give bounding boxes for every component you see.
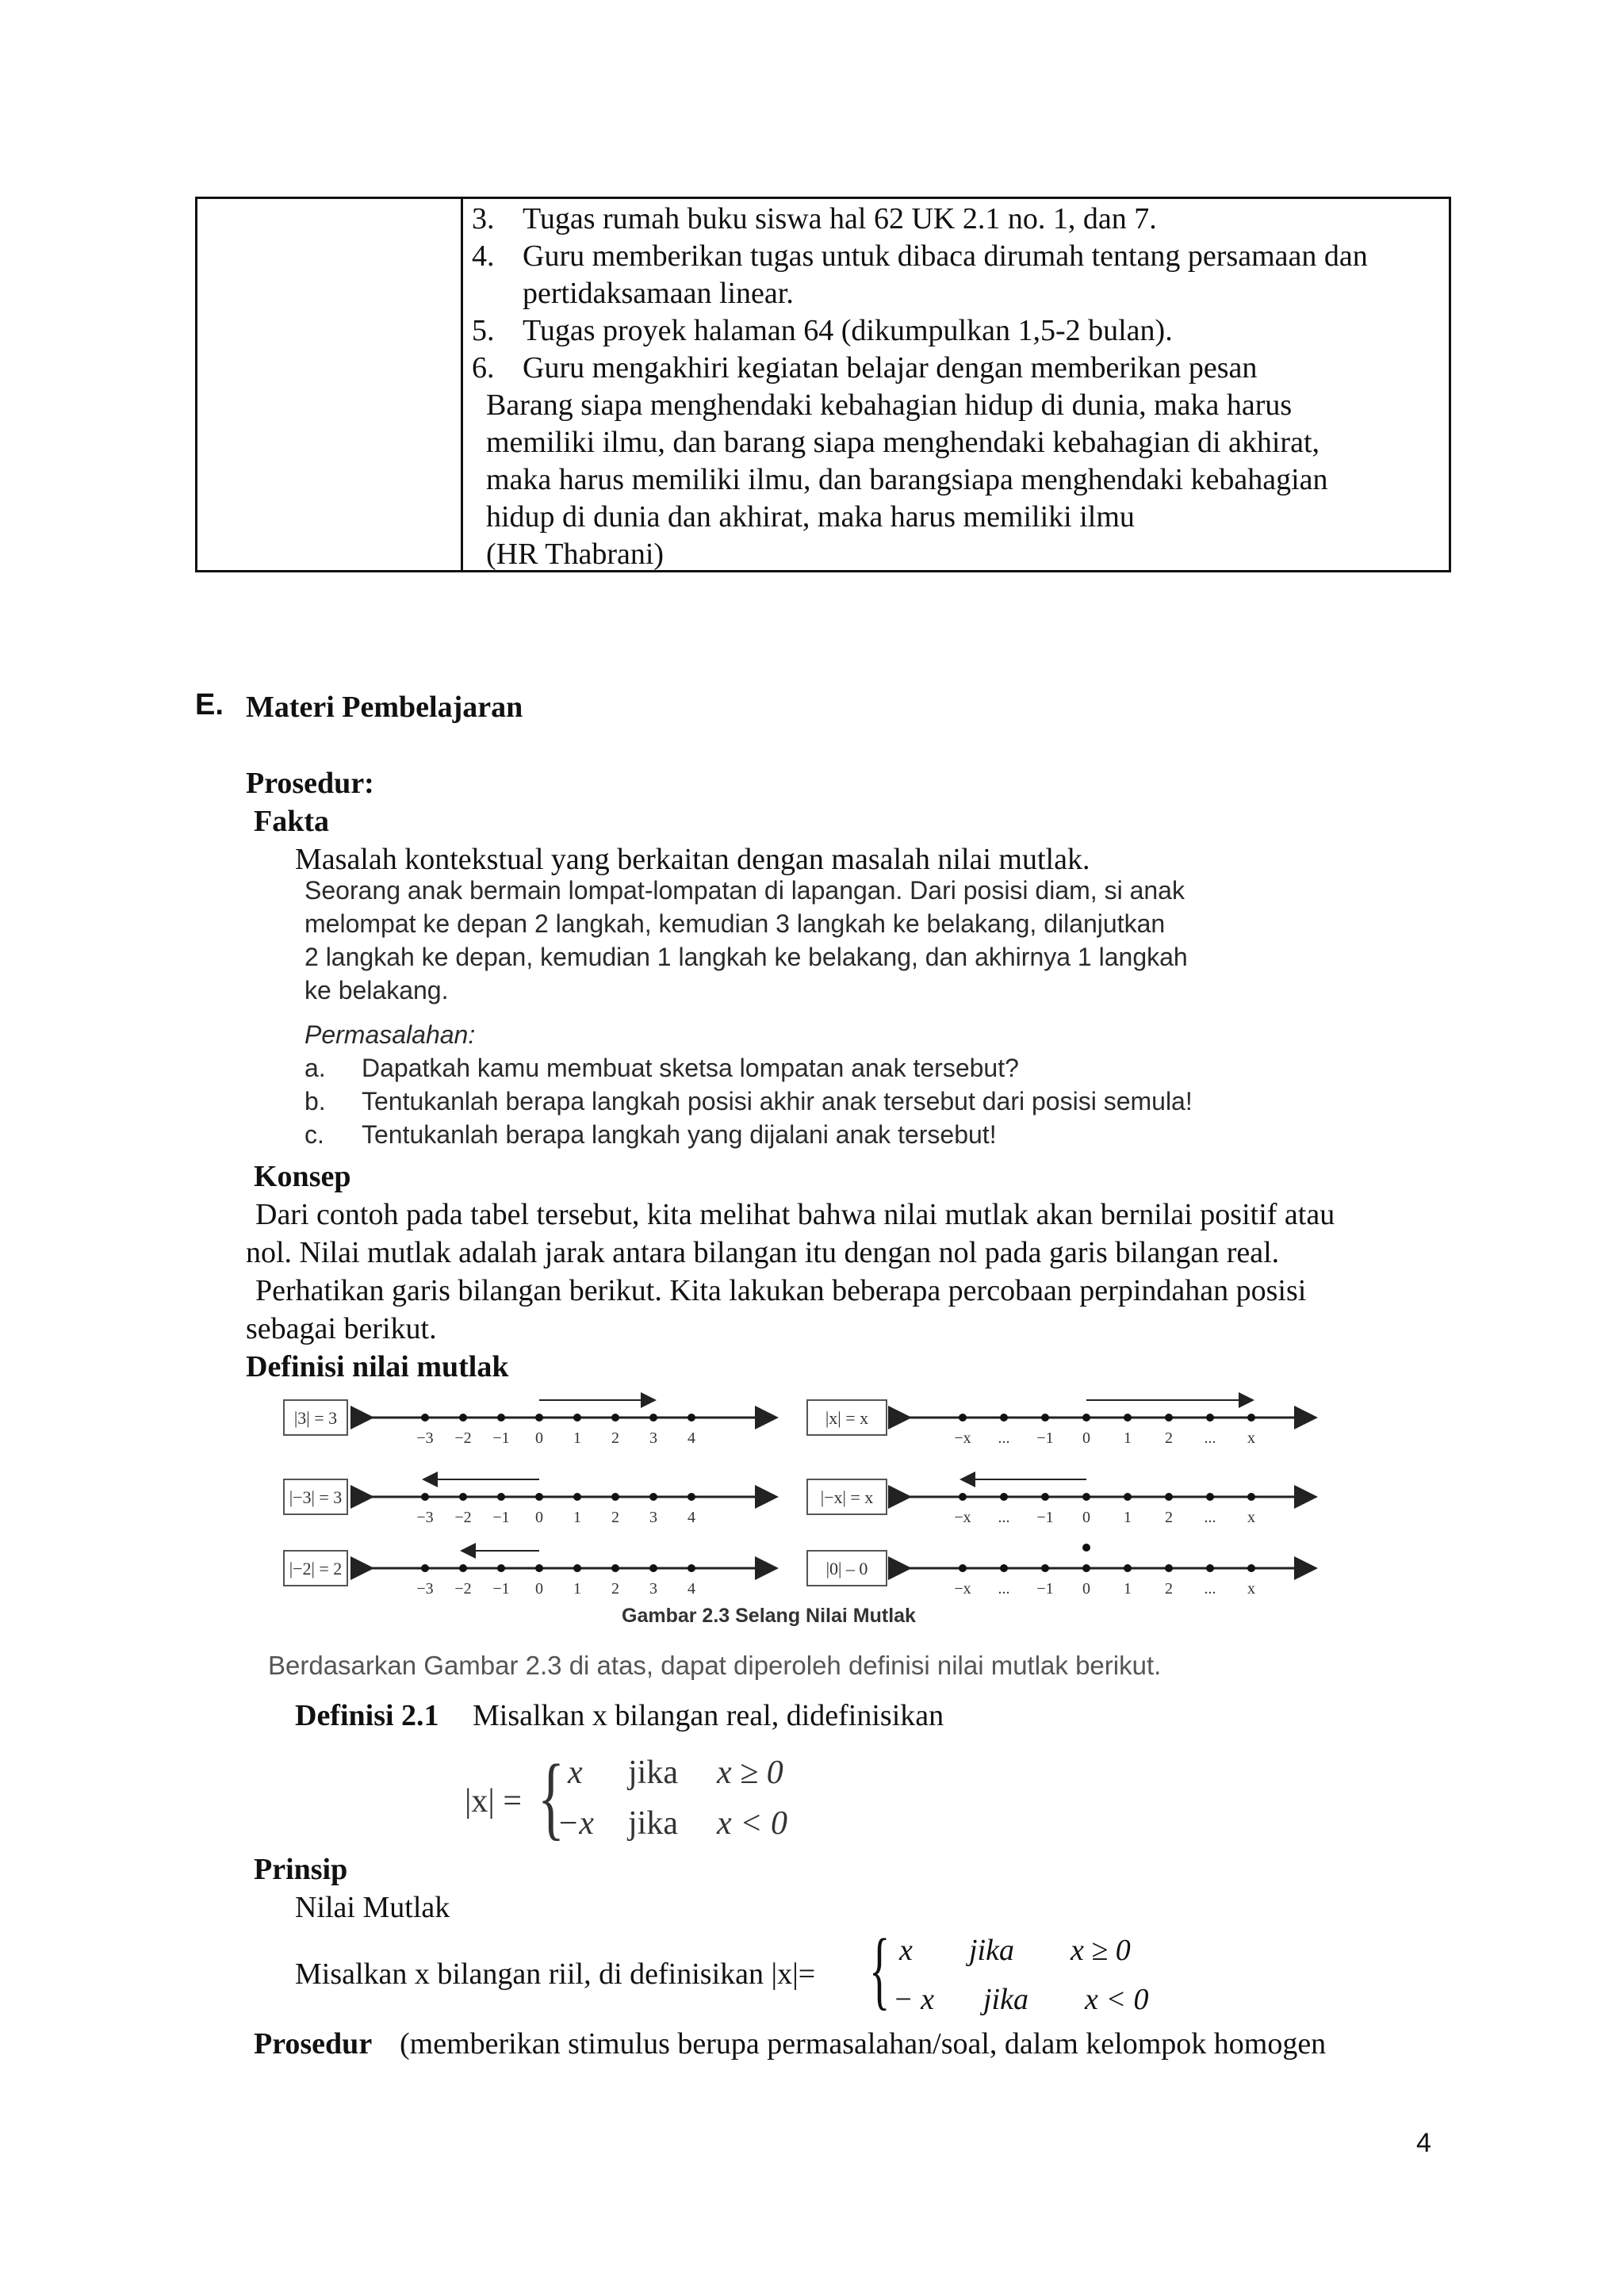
page-number: 4 [1416, 2128, 1431, 2158]
tick-point [421, 1414, 429, 1422]
berdasarkan-text: Berdasarkan Gambar 2.3 di atas, dapat diperoleh definisi nilai mutlak berikut. [268, 1651, 1162, 1680]
tick-point [688, 1493, 695, 1501]
tick-point [497, 1414, 505, 1422]
question-item: a. Dapatkah kamu membuat sketsa lompatan anak tersebut? [304, 1054, 1019, 1082]
case1-word: jika [628, 1755, 678, 1791]
tick-label: 2 [1165, 1580, 1173, 1598]
tick-label: −1 [492, 1580, 510, 1598]
tick-point [421, 1564, 429, 1572]
definisi21-formula [465, 1745, 798, 1854]
table-item: pertidaksamaan linear. [523, 277, 794, 310]
case2-expr: − x [893, 1983, 935, 2016]
tick-label: −3 [416, 1429, 434, 1447]
tick-point [421, 1493, 429, 1501]
permasalahan-label: Permasalahan: [304, 1020, 476, 1049]
fakta-label: Fakta [254, 805, 329, 838]
tick-label: 0 [535, 1429, 543, 1447]
tick-point [1206, 1493, 1214, 1501]
tick-point [611, 1493, 619, 1501]
tick-point [959, 1493, 967, 1501]
tick-label: −3 [416, 1580, 434, 1598]
konsep-line: Dari contoh pada tabel tersebut, kita melihat bahwa nilai mutlak akan bernilai positif atau [255, 1198, 1335, 1231]
tick-point [535, 1564, 543, 1572]
table-activity-cell [472, 201, 1446, 573]
tick-point [459, 1564, 467, 1572]
tick-label: −3 [416, 1509, 434, 1526]
tick-label: 1 [573, 1580, 581, 1598]
case2-expr: −x [557, 1805, 594, 1842]
value-box-label: |−3| = 3 [289, 1487, 343, 1507]
problem-excerpt [304, 874, 1335, 1151]
table-item: 5. Tugas proyek halaman 64 (dikumpulkan 1,5-2 bulan). [472, 314, 1173, 347]
tick-label: 2 [1165, 1509, 1173, 1526]
case2-word: jika [983, 1983, 1028, 2016]
tick-label: −2 [454, 1580, 472, 1598]
tick-label: −x [954, 1509, 971, 1526]
quote-line: hidup di dunia dan akhirat, maka harus memiliki ilmu [486, 500, 1135, 534]
tick-label: ... [1204, 1509, 1216, 1526]
tick-point [1247, 1414, 1255, 1422]
tick-label: 0 [1082, 1509, 1090, 1526]
tick-point [573, 1564, 581, 1572]
case1-cond: x ≥ 0 [1071, 1934, 1131, 1967]
tick-label: ... [998, 1580, 1010, 1598]
tick-point [649, 1414, 657, 1422]
tick-point [459, 1493, 467, 1501]
tick-label: 3 [649, 1509, 657, 1526]
prinsip-label: Prinsip [254, 1853, 348, 1886]
tick-label: 0 [1082, 1580, 1090, 1598]
tick-label: 2 [611, 1429, 619, 1447]
tick-label: 1 [573, 1429, 581, 1447]
tick-point [1124, 1493, 1132, 1501]
tick-point [611, 1564, 619, 1572]
konsep-line: Perhatikan garis bilangan berikut. Kita lakukan beberapa percobaan perpindahan posisi [255, 1274, 1307, 1307]
tick-point [459, 1414, 467, 1422]
number-line-figure [266, 1386, 1345, 1640]
konsep-line: sebagai berikut. [246, 1312, 437, 1345]
tick-point [1000, 1564, 1008, 1572]
value-box-label: |3| = 3 [293, 1408, 338, 1428]
tick-label: 1 [1124, 1580, 1132, 1598]
tick-label: 0 [535, 1580, 543, 1598]
tick-label: 2 [1165, 1429, 1173, 1447]
table-item: 6. Guru mengakhiri kegiatan belajar dengan memberikan pesan [472, 351, 1258, 385]
tick-point [1165, 1564, 1173, 1572]
tick-point [1124, 1414, 1132, 1422]
prosedur-last-label: Prosedur [254, 2027, 373, 2061]
tick-point [688, 1414, 695, 1422]
tick-point [1206, 1414, 1214, 1422]
tick-point [1206, 1564, 1214, 1572]
tick-point [1124, 1564, 1132, 1572]
tick-point [573, 1414, 581, 1422]
tick-label: 4 [688, 1580, 695, 1598]
case1-word: jika [969, 1934, 1014, 1967]
tick-label: 2 [611, 1580, 619, 1598]
tick-point [1082, 1564, 1090, 1572]
value-box-label: |−x| = x [820, 1487, 874, 1507]
value-box-label: |x| = x [825, 1408, 869, 1428]
prinsip-formula [869, 1921, 1186, 2028]
problem-line: Seorang anak bermain lompat-lompatan di lapangan. Dari posisi diam, si anak [304, 876, 1185, 905]
tick-point [1000, 1493, 1008, 1501]
tick-label: 1 [1124, 1429, 1132, 1447]
tick-point [1165, 1493, 1173, 1501]
right-number-lines [807, 1400, 1313, 1598]
table-column-divider [461, 199, 463, 570]
tick-label: ... [998, 1429, 1010, 1447]
case2-cond: x < 0 [717, 1805, 787, 1842]
tick-label: 4 [688, 1509, 695, 1526]
case1-expr: x [568, 1755, 583, 1791]
tick-point [1041, 1493, 1049, 1501]
tick-point [611, 1414, 619, 1422]
tick-point [1247, 1564, 1255, 1572]
tick-point [497, 1493, 505, 1501]
tick-label: 3 [649, 1580, 657, 1598]
quote-line: memiliki ilmu, dan barang siapa menghendaki kebahagian di akhirat, [486, 426, 1320, 459]
fakta-text: Masalah kontekstual yang berkaitan dengan masalah nilai mutlak. [295, 843, 1090, 876]
tick-point [535, 1414, 543, 1422]
question-item: b. Tentukanlah berapa langkah posisi akhir anak tersebut dari posisi semula! [304, 1087, 1193, 1115]
section-letter: E. [195, 688, 224, 721]
question-item: c. Tentukanlah berapa langkah yang dijalani anak tersebut! [304, 1120, 997, 1149]
tick-point [535, 1493, 543, 1501]
problem-line: ke belakang. [304, 976, 449, 1004]
prosedur-last-text: (memberikan stimulus berupa permasalahan/soal, dalam kelompok homogen [400, 2027, 1327, 2061]
tick-point [1082, 1414, 1090, 1422]
tick-point [649, 1493, 657, 1501]
tick-point [688, 1564, 695, 1572]
tick-label: ... [1204, 1580, 1216, 1598]
tick-label: −x [954, 1580, 971, 1598]
tick-label: 1 [573, 1509, 581, 1526]
tick-point [959, 1564, 967, 1572]
prinsip-sub: Nilai Mutlak [295, 1891, 450, 1924]
tick-label: −1 [492, 1509, 510, 1526]
tick-point [1165, 1414, 1173, 1422]
tick-label: −1 [1036, 1509, 1054, 1526]
figure-caption: Gambar 2.3 Selang Nilai Mutlak [622, 1605, 916, 1627]
case1-expr: x [899, 1934, 913, 1967]
left-brace: { [869, 1921, 891, 2018]
tick-label: x [1247, 1429, 1255, 1447]
definisi-heading: Definisi nilai mutlak [246, 1350, 509, 1383]
zero-dot [1082, 1544, 1090, 1552]
tick-point [1082, 1493, 1090, 1501]
problem-line: 2 langkah ke depan, kemudian 1 langkah ke belakang, dan akhirnya 1 langkah [304, 943, 1188, 971]
tick-label: ... [1204, 1429, 1216, 1447]
tick-label: 0 [1082, 1429, 1090, 1447]
prosedur-label: Prosedur: [246, 767, 374, 800]
table-item: 4. Guru memberikan tugas untuk dibaca dirumah tentang persamaan dan [472, 239, 1368, 273]
table-item: 3. Tugas rumah buku siswa hal 62 UK 2.1 no. 1, dan 7. [472, 202, 1157, 235]
konsep-paragraph [246, 1196, 1435, 1348]
tick-label: −1 [492, 1429, 510, 1447]
tick-label: −2 [454, 1509, 472, 1526]
left-brace: { [538, 1745, 565, 1849]
tick-label: x [1247, 1509, 1255, 1526]
tick-label: 4 [688, 1429, 695, 1447]
tick-point [959, 1414, 967, 1422]
tick-label: 2 [611, 1509, 619, 1526]
tick-point [497, 1564, 505, 1572]
abs-value-lhs: |x| = [465, 1783, 523, 1820]
lesson-table [195, 197, 1451, 572]
konsep-line: nol. Nilai mutlak adalah jarak antara bilangan itu dengan nol pada garis bilangan real. [246, 1236, 1280, 1269]
value-box-label: |0| – 0 [825, 1559, 868, 1578]
tick-point [1247, 1493, 1255, 1501]
tick-label: ... [998, 1509, 1010, 1526]
quote-line: Barang siapa menghendaki kebahagian hidup di dunia, maka harus [486, 388, 1293, 422]
tick-point [1041, 1414, 1049, 1422]
tick-label: −x [954, 1429, 971, 1447]
quote-line: maka harus memiliki ilmu, dan barangsiapa menghendaki kebahagian [486, 463, 1328, 496]
case2-cond: x < 0 [1085, 1983, 1149, 2016]
konsep-label: Konsep [254, 1160, 351, 1193]
tick-label: −2 [454, 1429, 472, 1447]
section-title: Materi Pembelajaran [246, 691, 523, 724]
tick-label: 0 [535, 1509, 543, 1526]
tick-label: −1 [1036, 1580, 1054, 1598]
problem-line: melompat ke depan 2 langkah, kemudian 3 langkah ke belakang, dilanjutkan [304, 909, 1166, 938]
tick-label: −1 [1036, 1429, 1054, 1447]
tick-label: x [1247, 1580, 1255, 1598]
tick-point [649, 1564, 657, 1572]
definisi21-text: Misalkan x bilangan real, didefinisikan [473, 1699, 944, 1732]
prinsip-text: Misalkan x bilangan riil, di definisikan |x|= [295, 1957, 816, 1991]
tick-label: 3 [649, 1429, 657, 1447]
tick-point [1000, 1414, 1008, 1422]
case1-cond: x ≥ 0 [717, 1755, 783, 1791]
tick-point [573, 1493, 581, 1501]
value-box-label: |−2| = 2 [289, 1559, 343, 1578]
quote-line: (HR Thabrani) [486, 538, 665, 571]
left-number-lines [284, 1400, 774, 1598]
case2-word: jika [628, 1805, 678, 1842]
definisi21-label: Definisi 2.1 [295, 1699, 439, 1732]
tick-label: 1 [1124, 1509, 1132, 1526]
tick-point [1041, 1564, 1049, 1572]
